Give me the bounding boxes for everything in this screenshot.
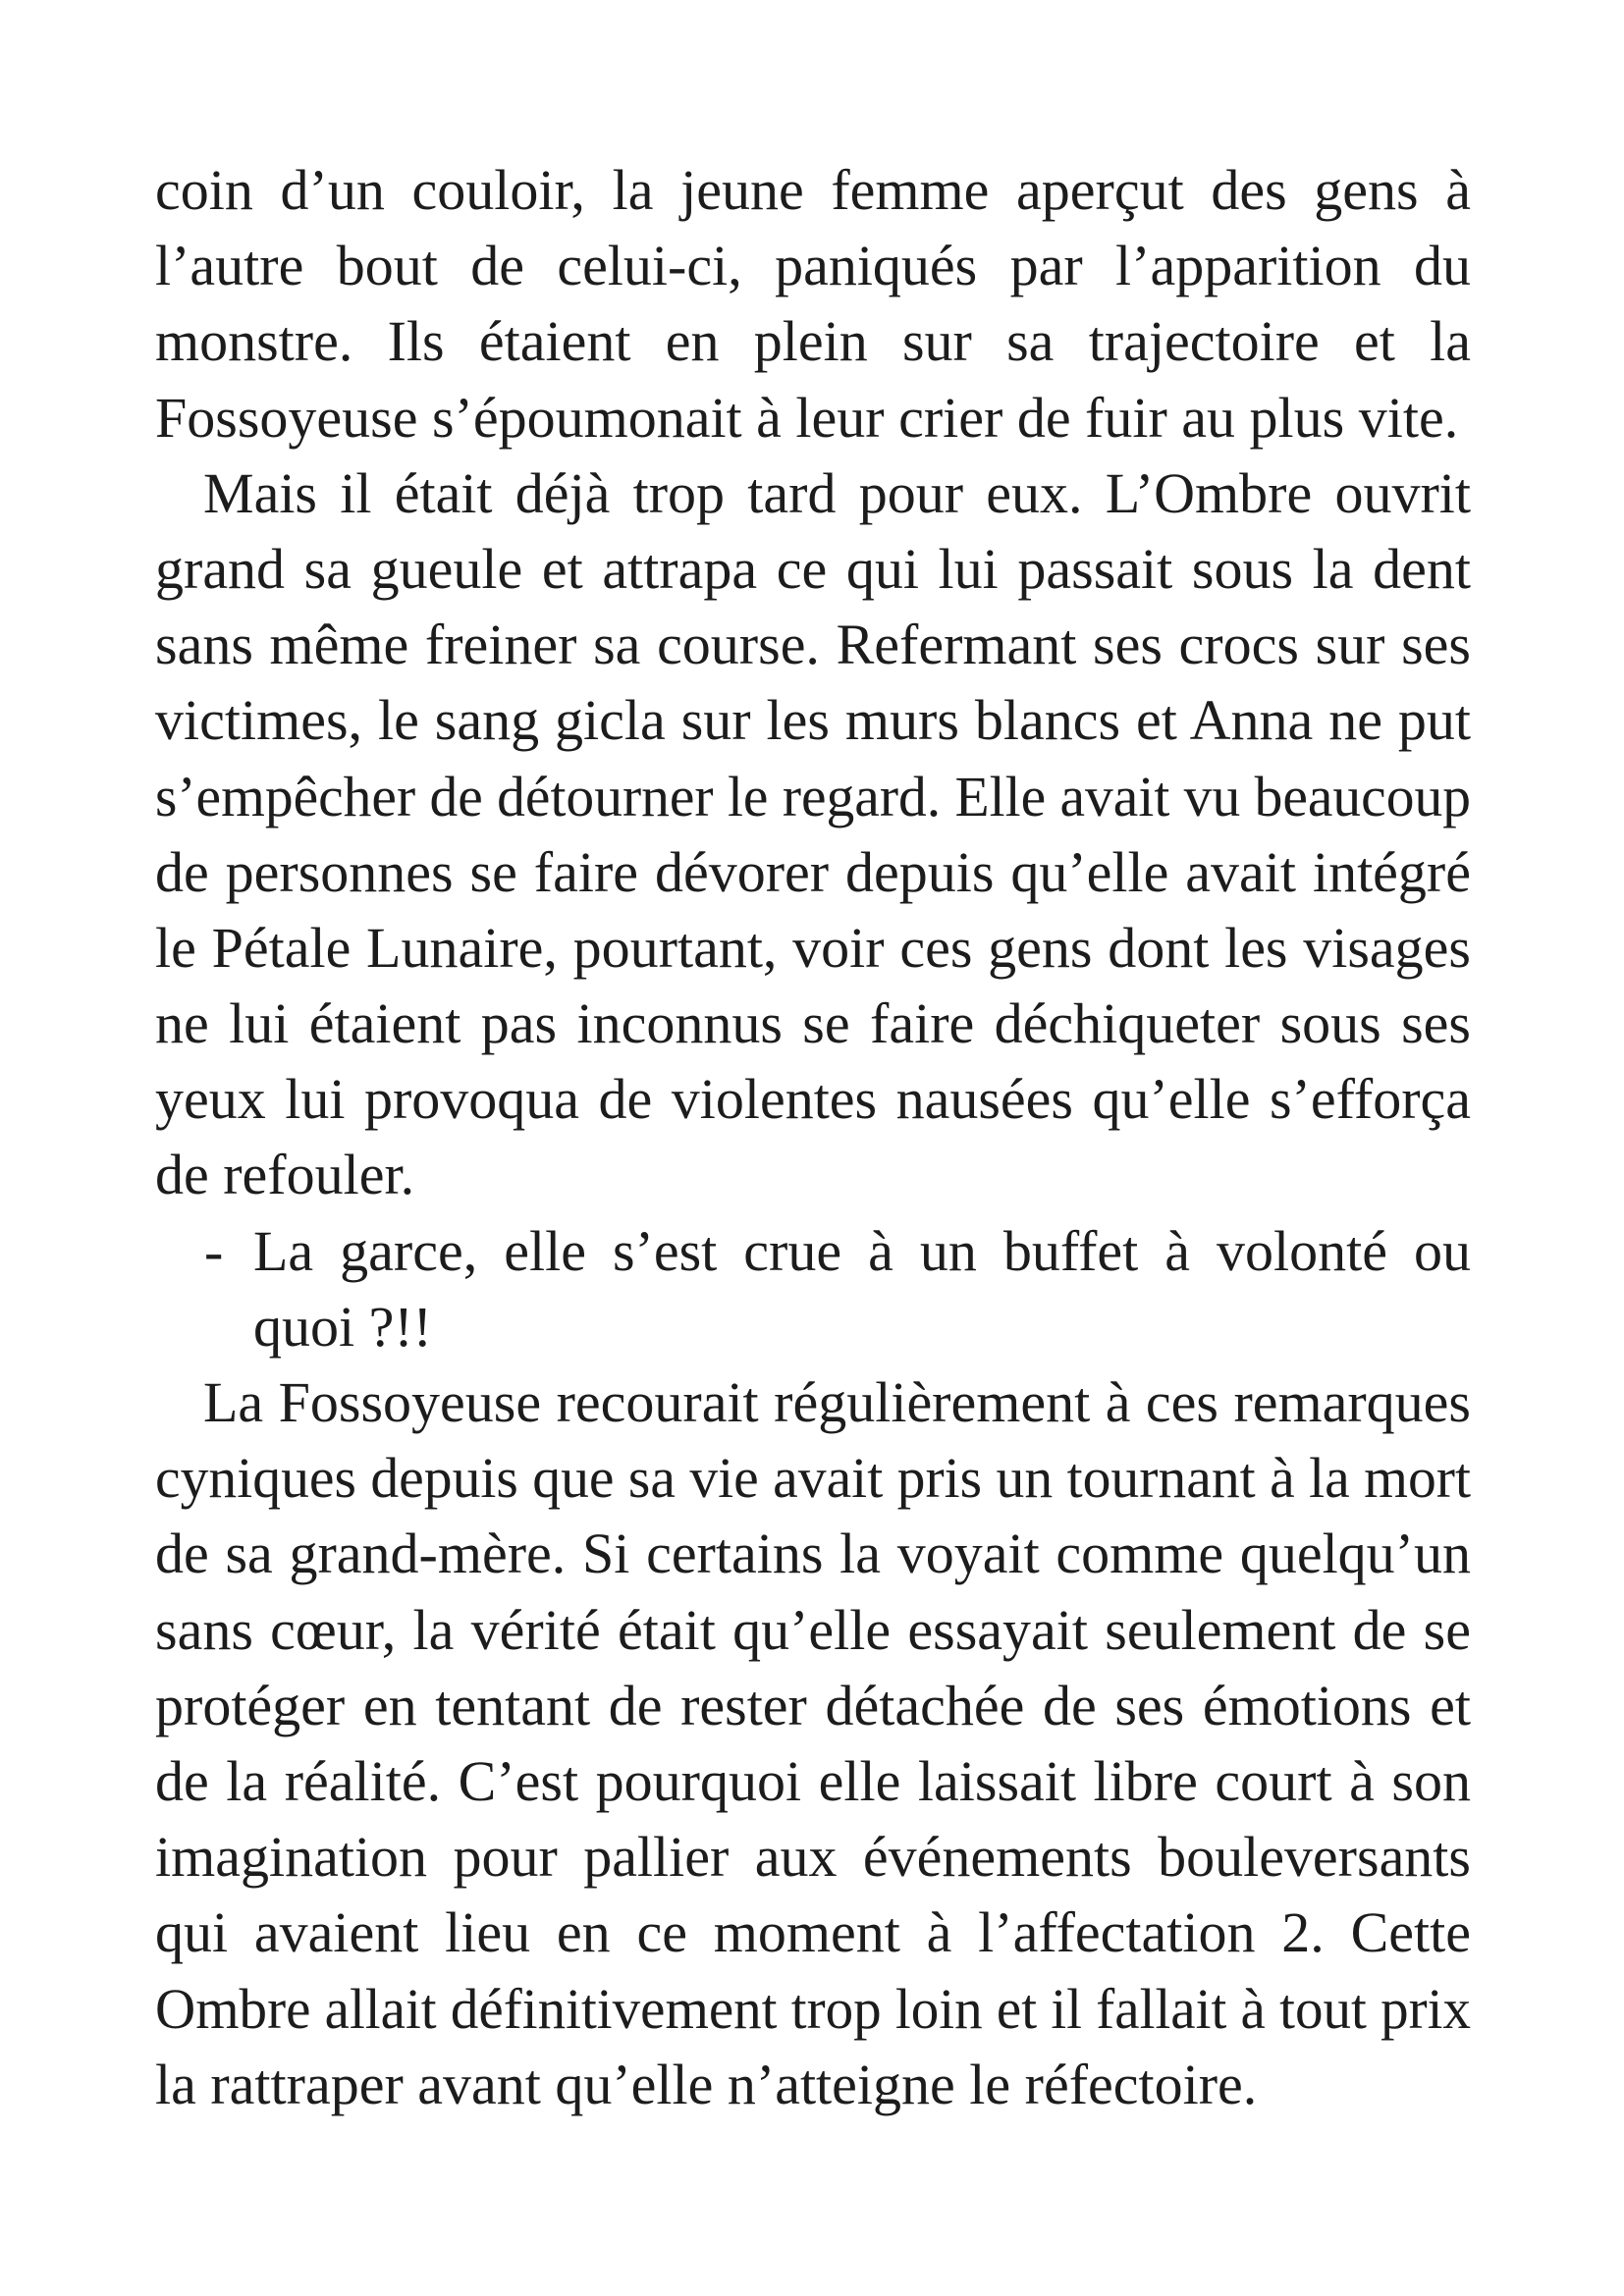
dialogue <box>155 1213 1471 1364</box>
dialogue-line: quoi ?!! <box>253 1294 432 1359</box>
text-line: yeux lui provoqua de violentes nausées qu’elle s’efforça <box>155 1067 1471 1132</box>
text-line: coin d’un couloir, la jeune femme aperçut des gens à <box>155 158 1471 222</box>
text-line: l’autre bout de celui-ci, paniqués par l’apparition du <box>155 234 1471 298</box>
text-line: victimes, le sang gicla sur les murs blancs et Anna ne put <box>155 688 1471 753</box>
paragraph-ombre-attack <box>155 455 1471 1213</box>
text-line: qui avaient lieu en ce moment à l’affectation 2. Cette <box>155 1900 1471 1965</box>
text-line: Mais il était déjà trop tard pour eux. L’Ombre ouvrit <box>203 460 1471 525</box>
text-line: de sa grand-mère. Si certains la voyait comme quelqu’un <box>155 1522 1471 1586</box>
text-line: s’empêcher de détourner le regard. Elle avait vu beaucoup <box>155 764 1471 828</box>
text-line: Fossoyeuse s’époumonait à leur crier de fuir au plus vite. <box>155 385 1459 450</box>
paragraph-continuation <box>155 152 1471 455</box>
text-line: Ombre allait définitivement trop loin et il fallait à tout prix <box>155 1976 1471 2041</box>
dialogue-dash: - <box>204 1218 224 1283</box>
paragraph-fossoyeuse-cynical <box>155 1364 1471 2122</box>
text-line: sans même freiner sa course. Refermant ses crocs sur ses <box>155 613 1471 677</box>
text-line: La Fossoyeuse recourait régulièrement à ces remarques <box>203 1370 1471 1434</box>
text-line: de personnes se faire dévorer depuis qu’elle avait intégré <box>155 839 1471 904</box>
body-text <box>155 152 1471 2122</box>
text-line: le Pétale Lunaire, pourtant, voir ces gens dont les visages <box>155 915 1471 980</box>
text-line: de la réalité. C’est pourquoi elle laissait libre court à son <box>155 1748 1471 1813</box>
text-line: sans cœur, la vérité était qu’elle essayait seulement de se <box>155 1597 1471 1662</box>
text-line: grand sa gueule et attrapa ce qui lui passait sous la dent <box>155 536 1471 601</box>
dialogue-line: - La garce, elle s’est crue à un buffet à volonté ou <box>155 1213 1471 1289</box>
text-line: ne lui étaient pas inconnus se faire déchiqueter sous ses <box>155 991 1471 1056</box>
text-line: de refouler. <box>155 1143 415 1207</box>
text-line: cyniques depuis que sa vie avait pris un tournant à la mort <box>155 1446 1471 1511</box>
text-line: monstre. Ils étaient en plein sur sa trajectoire et la <box>155 309 1471 374</box>
text-line: protéger en tentant de rester détachée de ses émotions et <box>155 1673 1471 1737</box>
text-line: imagination pour pallier aux événements bouleversants <box>155 1825 1471 1890</box>
text-line: la rattraper avant qu’elle n’atteigne le réfectoire. <box>155 2052 1258 2116</box>
